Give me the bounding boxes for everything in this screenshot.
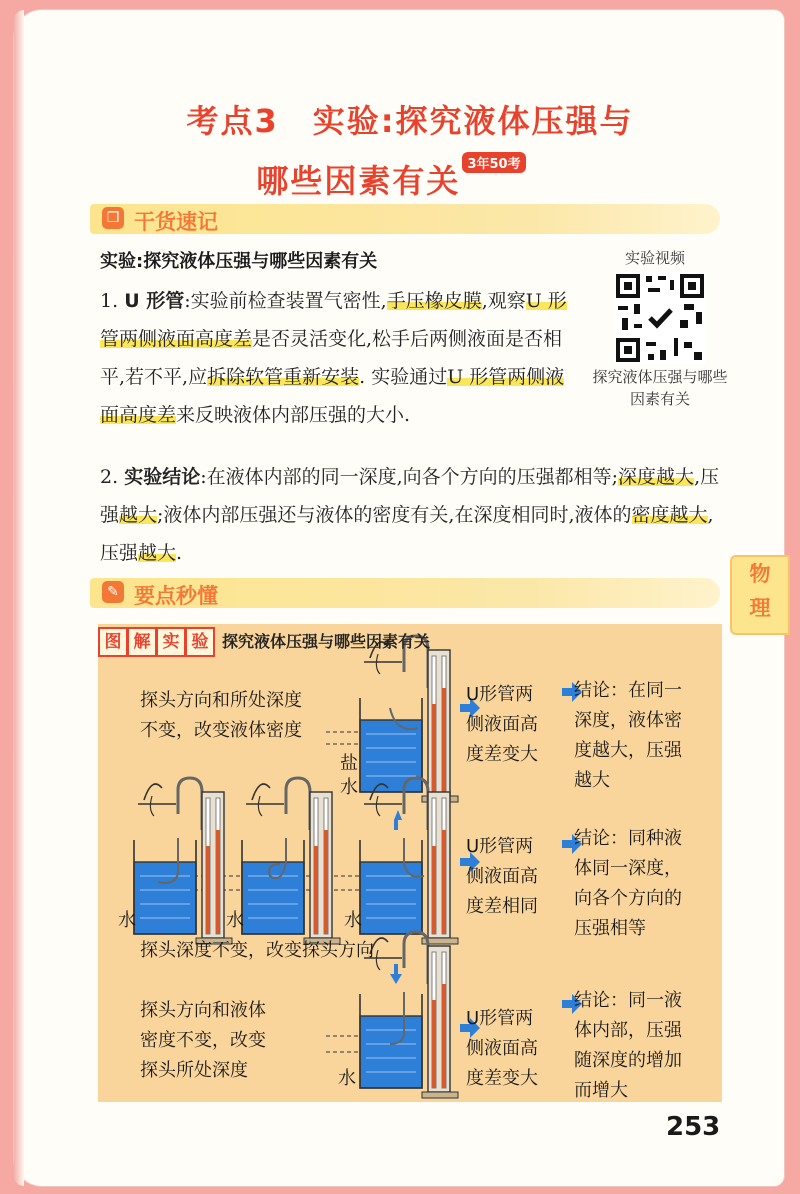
section-bar-summary <box>90 204 720 234</box>
highlight: U 形管两侧液面高度差 <box>100 290 567 350</box>
row2-liquid-label: 水 <box>344 910 362 931</box>
item-text: ,压强 <box>100 504 714 564</box>
item-number: 2. <box>100 466 119 488</box>
row2-caption: 探头深度不变，改变探头方向 <box>140 940 374 961</box>
page-number: 253 <box>666 1112 721 1142</box>
subject-tab-char: 理 <box>749 596 771 620</box>
qr-caption: 探究液体压强与哪些因素有关 <box>592 368 728 408</box>
qr-label: 实验视频 <box>625 249 686 267</box>
highlight: 拆除软管重新安装 <box>207 366 360 388</box>
qr-code-graphic <box>614 272 706 364</box>
conclusion-line: 体内部，压强 <box>574 1020 682 1041</box>
item-text: :在液体内部的同一深度,向各个方向的压强都相等; <box>200 466 619 488</box>
row1-condition <box>140 686 302 746</box>
row3-conclusion <box>574 986 682 1106</box>
notebook-icon: ✎ <box>102 581 124 603</box>
page-title-line2 <box>0 156 800 202</box>
conclusion-line: 深度，液体密 <box>574 710 682 731</box>
item-text: . 实验通过 <box>359 366 448 388</box>
highlight: 越大 <box>119 504 158 526</box>
liquid-label: 盐 <box>340 753 358 774</box>
condition-line: 不变，改变液体密度 <box>140 720 302 741</box>
subject-tab-char: 物 <box>749 562 771 586</box>
conclusion-line: 结论：同一液 <box>574 990 682 1011</box>
row2-liquid-label: 水 <box>226 910 244 931</box>
page-title: 考点3 实验:探究液体压强与 <box>186 102 634 140</box>
row3-condition <box>140 996 266 1086</box>
conclusion-line: 越大 <box>574 770 610 791</box>
conclusion-line: 度越大，压强 <box>574 740 682 761</box>
highlight: 手压橡皮膜 <box>386 290 482 312</box>
conclusion-line: 压强相等 <box>574 918 646 939</box>
section-title: 干货速记 <box>134 210 218 234</box>
conclusion-line: 随深度的增加 <box>574 1050 682 1071</box>
conclusion-line: 而增大 <box>574 1080 628 1101</box>
result-line: 度差变大 <box>466 744 538 765</box>
item-text: . <box>176 542 183 564</box>
row2-result <box>466 832 538 922</box>
item-text: 来反映液体内部压强的大小. <box>176 404 411 426</box>
subject-tab[interactable] <box>730 555 790 635</box>
row1-liquid-label <box>340 752 358 800</box>
conclusion-line: 体同一深度， <box>574 858 682 879</box>
diagram-header <box>98 627 430 657</box>
highlight: 越大 <box>138 542 177 564</box>
result-line: 侧液面高 <box>466 866 538 887</box>
item-number: 1. <box>100 290 119 312</box>
diagram-tag: 验 <box>185 627 215 657</box>
result-line: 度差相同 <box>466 896 538 917</box>
result-line: U形管两 <box>466 836 534 857</box>
row1-result <box>466 680 538 770</box>
result-line: U形管两 <box>466 1008 534 1029</box>
item-lead: 实验结论 <box>124 466 201 488</box>
row1-conclusion <box>574 676 682 796</box>
item-text: ;液体内部压强还与液体的密度有关,在深度相同时,液体的 <box>157 504 632 526</box>
section-bar-keypoints <box>90 578 720 608</box>
subheading: 实验:探究液体压强与哪些因素有关 <box>100 251 378 272</box>
highlight: 深度越大 <box>618 466 695 488</box>
result-line: U形管两 <box>466 684 534 705</box>
condition-line: 探头方向和所处深度 <box>140 690 302 711</box>
row2-liquid-label: 水 <box>118 910 136 931</box>
item-text: ,压强 <box>100 466 720 526</box>
diagram-tag: 解 <box>127 627 157 657</box>
item-text: ,观察 <box>481 290 526 312</box>
exam-count-badge: 3年50考 <box>462 152 525 173</box>
item-2 <box>100 458 730 572</box>
qr-code[interactable] <box>614 272 706 364</box>
diagram-tag: 实 <box>156 627 186 657</box>
result-line: 度差变大 <box>466 1068 538 1089</box>
row3-liquid-label: 水 <box>338 1068 356 1089</box>
page-title-text: 哪些因素有关 <box>256 162 461 200</box>
item-text: 是否灵活变化,松手后两侧液面是否相平,若不平,应 <box>100 328 563 388</box>
highlight: U 形管两侧液面高度差 <box>100 366 565 426</box>
result-line: 侧液面高 <box>466 1038 538 1059</box>
condition-line: 密度不变，改变 <box>140 1030 266 1051</box>
condition-line: 探头所处深度 <box>140 1060 248 1081</box>
highlight: 密度越大 <box>631 504 708 526</box>
diagram-tag: 图 <box>98 627 128 657</box>
conclusion-line: 向各个方向的 <box>574 888 682 909</box>
row2-conclusion <box>574 824 682 944</box>
book-icon: ❐ <box>102 207 124 229</box>
result-line: 侧液面高 <box>466 714 538 735</box>
diagram-title: 探究液体压强与哪些因素有关 <box>222 632 431 651</box>
item-lead: U 形管 <box>124 290 185 312</box>
conclusion-line: 结论：在同一 <box>574 680 682 701</box>
liquid-label: 水 <box>340 777 358 798</box>
conclusion-line: 结论：同种液 <box>574 828 682 849</box>
item-text: :实验前检查装置气密性, <box>184 290 387 312</box>
section-title: 要点秒懂 <box>134 584 218 608</box>
condition-line: 探头方向和液体 <box>140 1000 266 1021</box>
row3-result <box>466 1004 538 1094</box>
item-1 <box>100 282 580 434</box>
